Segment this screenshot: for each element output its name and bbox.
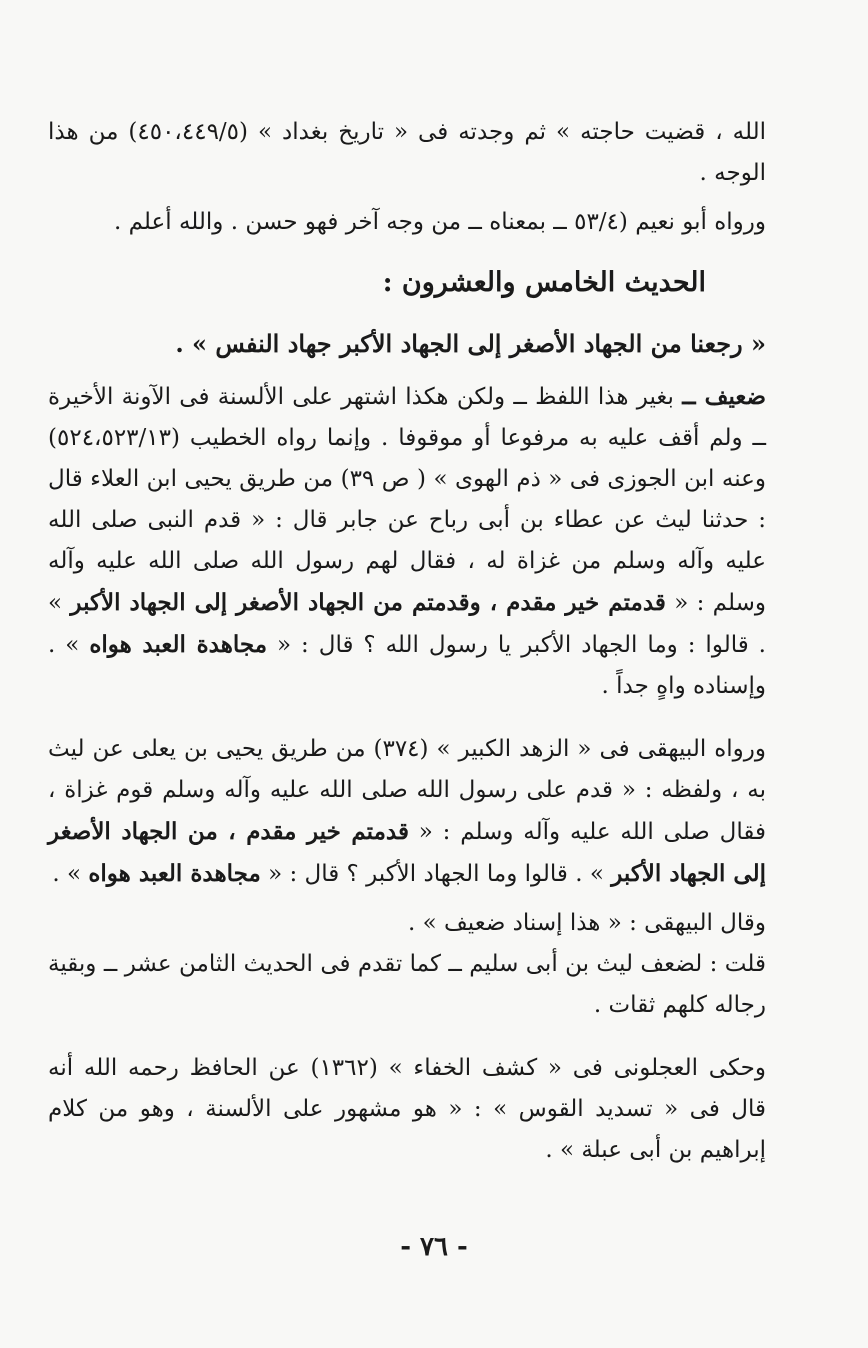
grading-text-3: » . وإسناده واهٍ جداً .	[48, 632, 766, 699]
grading-text-2: » . قالوا : وما الجهاد الأكبر يا رسول الله ؟ قال : «	[48, 590, 766, 658]
quote-bold-4: مجاهدة العبد هواه	[88, 860, 261, 887]
text-column	[48, 112, 766, 1171]
quote-bold-3: قدمتم خير مقدم ، من الجهاد الأصغر إلى الجهاد الأكبر	[48, 818, 766, 887]
paragraph-bayhaqi	[48, 729, 766, 895]
paragraph-ajluni: وحكى العجلونى فى « كشف الخفاء » (١٣٦٢) عن الحافظ رحمه الله أنه قال فى « تسديد القوس » : « هو مشهور على الألسنة ، وهو من كلام إبراهيم بن أبى عبلة » .	[48, 1055, 766, 1163]
hadith-text: « رجعنا من الجهاد الأصغر إلى الجهاد الأكبر جهاد النفس » .	[175, 329, 766, 358]
bayhaqi-text-2: » . قالوا وما الجهاد الأكبر ؟ قال : «	[260, 861, 612, 887]
paragraph-bayhaqi-said: وقال البيهقى : « هذا إسناد ضعيف » .	[407, 910, 766, 936]
paragraph-comment: قلت : لضعف ليث بن أبى سليم ــ كما تقدم فى الحديث الثامن عشر ــ وبقية رجاله كلهم ثقات .	[48, 951, 766, 1018]
grading-label: ضعيف ــ	[682, 383, 767, 410]
page-number: - ٧٦ -	[400, 1232, 468, 1262]
hadith-heading: الحديث الخامس والعشرون :	[382, 267, 706, 298]
paragraph-intro: الله ، قضيت حاجته » ثم وجدته فى « تاريخ بغداد » (٤٥٠،٤٤٩/٥) من هذا الوجه .	[48, 119, 766, 186]
bayhaqi-text-3: » .	[52, 861, 89, 887]
quote-bold-1: قدمتم خير مقدم ، وقدمتم من الجهاد الأصغر إلى الجهاد الأكبر	[70, 589, 666, 616]
bayhaqi-text-1: ورواه البيهقى فى « الزهد الكبير » (٣٧٤) من طريق يحيى بن يعلى عن ليث به ، ولفظه : « قدم على رسول الله صلى الله عليه وآله وسلم قوم غزاة ، فقال صلى الله عليه وآله وسلم : «	[48, 736, 766, 845]
paragraph-abu-nuaym: ورواه أبو نعيم (٥٣/٤ ــ بمعناه ــ من وجه آخر فهو حسن . والله أعلم .	[114, 209, 766, 235]
quote-bold-2: مجاهدة العبد هواه	[89, 631, 268, 658]
grading-text-1: بغير هذا اللفظ ــ ولكن هكذا اشتهر على الألسنة فى الآونة الأخيرة ــ ولم أقف عليه به مرفوعا أو موقوفا . وإنما رواه الخطيب (٥٢٤،٥٢٣/١٣) وعنه ابن الجوزى فى « ذم الهوى » ( ص ٣٩) من طريق يحيى ابن العلاء قال : حدثنا ليث عن عطاء بن أبى رباح عن جابر قال : « قدم النبى صلى الله عليه وآله وسلم من غزاة له ، فقال لهم رسول الله صلى الله عليه وآله وسلم : «	[48, 384, 766, 616]
paragraph-grading	[48, 376, 766, 707]
